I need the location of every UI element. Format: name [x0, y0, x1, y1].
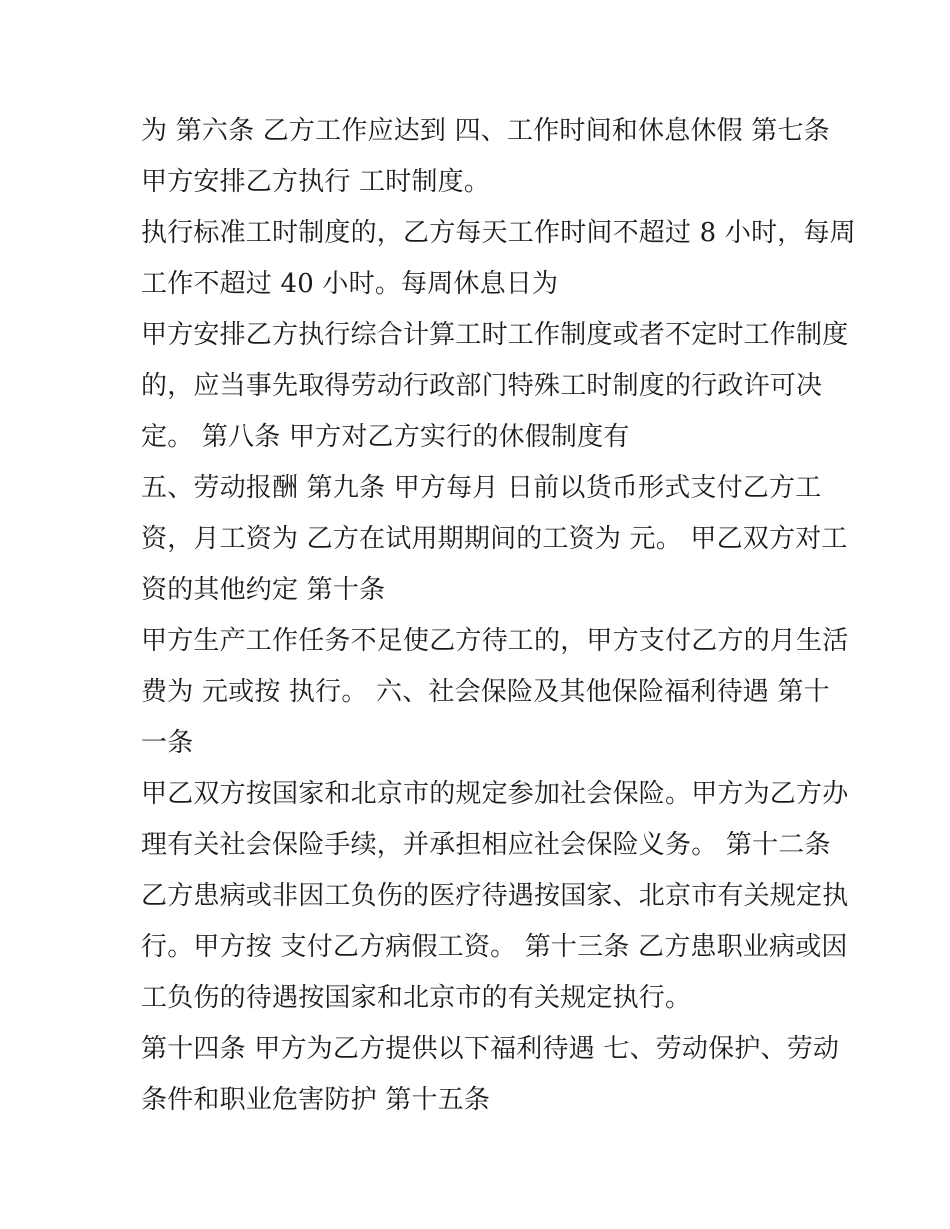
text-line: 乙方患病或非因工负伤的医疗待遇按国家、北京市有关规定执 — [141, 881, 849, 911]
text-line: 甲乙双方按国家和北京市的规定参加社会保险。甲方为乙方办 — [141, 779, 849, 809]
text-line: 理有关社会保险手续，并承担相应社会保险义务。 第十二条 — [141, 830, 831, 860]
text-line: 行。甲方按 支付乙方病假工资。 第十三条 乙方患职业病或因 — [141, 932, 848, 962]
text-line: 执行标准工时制度的，乙方每天工作时间不超过 8 小时，每周 — [141, 218, 856, 248]
text-line: 定。 第八条 甲方对乙方实行的休假制度有 — [141, 422, 630, 452]
text-line: 甲方安排乙方执行 工时制度。 — [141, 167, 491, 197]
text-line: 一条 — [141, 728, 194, 758]
text-line: 为 第六条 乙方工作应达到 四、工作时间和休息休假 第七条 — [141, 116, 830, 146]
text-line: 工作不超过 40 小时。每周休息日为 — [141, 269, 559, 299]
text-line: 第十四条 甲方为乙方提供以下福利待遇 七、劳动保护、劳动 — [141, 1034, 840, 1064]
text-line: 的，应当事先取得劳动行政部门特殊工时制度的行政许可决 — [141, 371, 823, 401]
text-line: 工负伤的待遇按国家和北京市的有关规定执行。 — [141, 983, 692, 1013]
document-body — [141, 106, 856, 1126]
text-line: 费为 元或按 执行。 六、社会保险及其他保险福利待遇 第十 — [141, 677, 830, 707]
text-line: 资的其他约定 第十条 — [141, 575, 386, 605]
text-line: 甲方生产工作任务不足使乙方待工的，甲方支付乙方的月生活 — [141, 626, 849, 656]
text-line: 条件和职业危害防护 第十五条 — [141, 1085, 491, 1115]
text-line: 五、劳动报酬 第九条 甲方每月 日前以货币形式支付乙方工 — [141, 473, 822, 503]
text-line: 资，月工资为 乙方在试用期期间的工资为 元。 甲乙双方对工 — [141, 524, 848, 554]
text-line: 甲方安排乙方执行综合计算工时工作制度或者不定时工作制度 — [141, 320, 849, 350]
